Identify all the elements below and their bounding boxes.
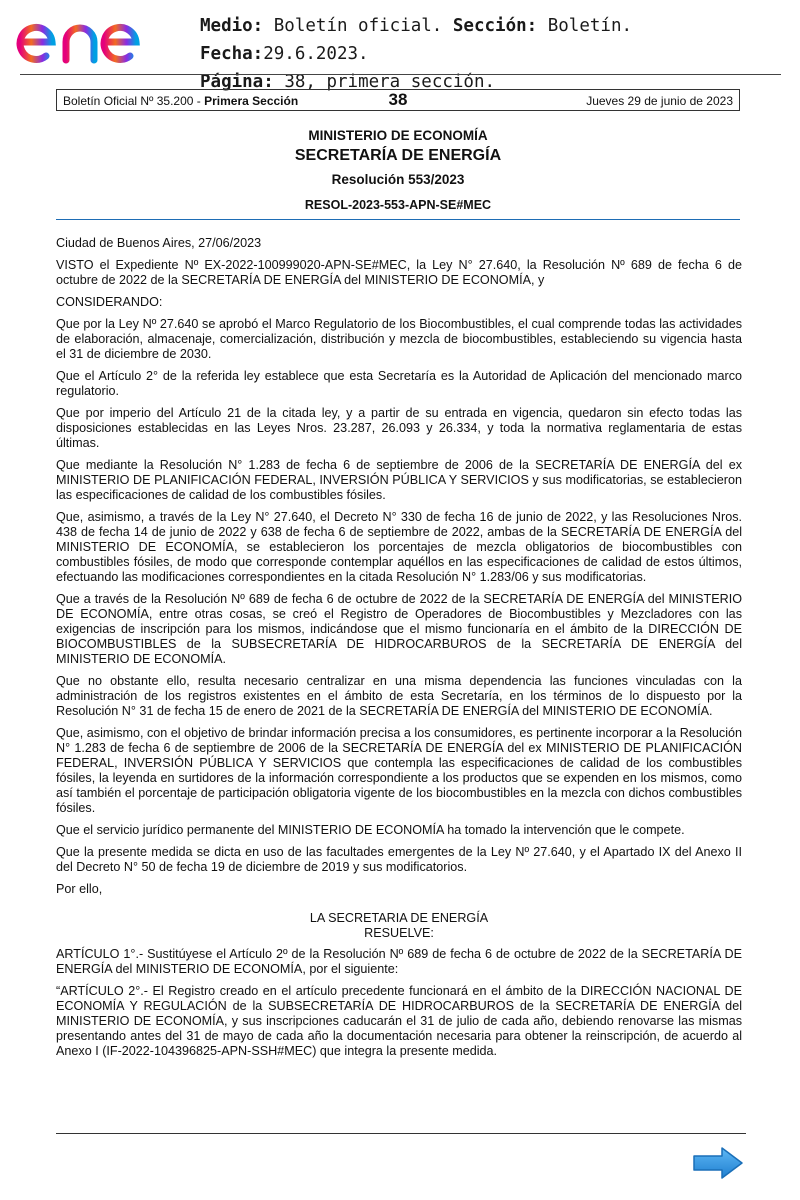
paragraph: Que no obstante ello, resulta necesario centralizar en una misma dependencia las funciones vinculadas con la administración de los registros existentes en el ámbito de esta Secretaría, en los términos de lo dispuesto por la Resolución N° 31 de fecha 15 de enero de 2021 de la SECRETARÍA DE ENERGÍA del MINISTERIO DE ECONOMÍA. bbox=[56, 674, 742, 718]
paragraph: Que a través de la Resolución Nº 689 de fecha 6 de octubre de 2022 de la SECRETARÍA DE ENERGÍA del MINISTERIO DE ECONOMÍA, entre otras cosas, se creó el Registro de Operadores de Biocombustibles y Mezcladores con las exigencias de inscripción para los mismos, indicándose que el mismo funcionaría en el ámbito de la DIRECCIÓN DE BIOCOMBUSTIBLES de la SUBSECRETARÍA DE HIDROCARBUROS de la SECRETARÍA DE ENERGÍA del MINISTERIO DE ECONOMÍA. bbox=[56, 592, 742, 666]
paragraph: Que mediante la Resolución N° 1.283 de fecha 6 de septiembre de 2006 de la SECRETARÍA DE ENERGÍA del ex MINISTERIO DE PLANIFICACIÓN FEDERAL, INVERSIÓN PÚBLICA Y SERVICIOS y sus modificatorias, se establecieron las especificaciones de calidad de los combustibles fósiles. bbox=[56, 458, 742, 502]
bottom-divider bbox=[56, 1133, 746, 1134]
resolution-titles bbox=[56, 127, 740, 215]
bulletin-section: Primera Sección bbox=[204, 94, 299, 108]
resuelve-label: RESUELVE: bbox=[364, 926, 434, 940]
paragraph: Que, asimismo, con el objetivo de brindar información precisa a los consumidores, es pertinente incorporar a la Resolución N° 1.283 de fecha 6 de septiembre de 2006 de la SECRETARÍA DE ENERGÍA del ex MINISTERIO DE PLANIFICACIÓN FEDERAL, INVERSIÓN PÚBLICA Y SERVICIOS que contempla las especificaciones de calidad de los combustibles fósiles, la leyenda en surtidores de la información correspondiente a los productos que se expenden en los mismos, como así también el porcentaje de participación obligatoria vigente de los biocombustibles en la mezcla con dichos combustibles fósiles. bbox=[56, 726, 743, 815]
paragraph: Que el Artículo 2° de la referida ley establece que esta Secretaría es la Autoridad de Aplicación del mencionado marco regulatorio. bbox=[56, 369, 742, 398]
resuelve-heading bbox=[56, 911, 742, 941]
clipping-header bbox=[0, 0, 800, 92]
arrow-right-icon[interactable] bbox=[692, 1146, 744, 1180]
paragraph: Que por la Ley Nº 27.640 se aprobó el Marco Regulatorio de los Biocombustibles, el cual comprende todas las actividades de elaboración, almacenaje, comercialización, distribución y mezcla de biocombustibles, estableciendo su vigencia hasta el 31 de diciembre de 2030. bbox=[56, 317, 742, 361]
bulletin-number-text: Boletín Oficial Nº 35.200 bbox=[63, 94, 194, 108]
ministry-title: MINISTERIO DE ECONOMÍA bbox=[308, 128, 488, 143]
seccion-value: Boletín. bbox=[547, 16, 633, 36]
paragraph: Que por imperio del Artículo 21 de la citada ley, y a partir de su entrada en vigencia, quedaron sin efecto todas las disposiciones establecidas en las Leyes Nros. 23.287, 26.093 y 26.334, y toda la normativa reglamentaria de estas últimas. bbox=[56, 406, 742, 450]
fecha-label: Fecha: bbox=[200, 44, 264, 64]
fecha-value: 29.6.2023. bbox=[263, 44, 369, 64]
top-divider bbox=[20, 74, 781, 75]
paragraph: Que la presente medida se dicta en uso de las facultades emergentes de la Ley Nº 27.640, y el Apartado IX del Anexo II del Decreto N° 50 de fecha 19 de diciembre de 2019 y sus modificatorios. bbox=[56, 845, 742, 874]
paragraph: Que, asimismo, a través de la Ley N° 27.640, el Decreto N° 330 de fecha 16 de junio de 2022, y las Resoluciones Nros. 438 de fecha 14 de junio de 2022 y 638 de fecha 6 de septiembre de 2022, ambas de la SECRETARÍA DE ENERGÍA del MINISTERIO DE ECONOMÍA, se establecieron los porcentajes de mezcla obligatorios de biocombustibles con combustibles fósiles, de modo que corresponde contemplar aquéllos en las especificaciones de calidad de estos últimos, efectuando las modificaciones correspondientes en la citada Resolución N° 1.283/06 y sus modificatorias. bbox=[56, 510, 742, 584]
place-date: Ciudad de Buenos Aires, 27/06/2023 bbox=[56, 236, 262, 250]
article-2-quote: “ARTÍCULO 2°.- El Registro creado en el artículo precedente funcionará en el ámbito de la DIRECCIÓN NACIONAL DE ECONOMÍA Y REGULACIÓN de la SUBSECRETARÍA DE HIDROCARBUROS de la SECRETARÍA DE ENERGÍA del MINISTERIO DE ECONOMÍA, y sus inscripciones caducarán el 31 de julio de cada año, debiendo renovarse las mismas presentando antes del 31 de mayo de cada año la documentación necesaria para obtener la reinscripción, de acuerdo al Anexo I (IF-2022-104396825-APN-SSH#MEC) que integra la presente medida. bbox=[56, 984, 742, 1058]
resolution-code: RESOL-2023-553-APN-SE#MEC bbox=[304, 198, 492, 212]
bulletin-date: Jueves 29 de junio de 2023 bbox=[586, 94, 733, 108]
seccion-label: Sección: bbox=[452, 16, 538, 36]
bulletin-header bbox=[56, 89, 740, 111]
resolution-body bbox=[56, 236, 742, 1066]
title-divider bbox=[56, 219, 740, 220]
considerando-heading: CONSIDERANDO: bbox=[56, 295, 163, 309]
resuelve-authority: LA SECRETARIA DE ENERGÍA bbox=[309, 911, 489, 925]
secretaria-title: SECRETARÍA DE ENERGÍA bbox=[294, 147, 502, 164]
bulletin-number: Boletín Oficial Nº 35.200 - Primera Sección bbox=[63, 94, 299, 108]
resolution-title: Resolución 553/2023 bbox=[331, 172, 465, 187]
paragraph: Que el servicio jurídico permanente del MINISTERIO DE ECONOMÍA ha tomado la intervención que le compete. bbox=[56, 823, 685, 837]
por-ello: Por ello, bbox=[56, 882, 103, 896]
clipping-metadata bbox=[200, 12, 790, 96]
medio-label: Medio: bbox=[200, 16, 264, 36]
visto-paragraph: VISTO el Expediente Nº EX-2022-100999020-APN-SE#MEC, la Ley N° 27.640, la Resolución Nº 689 de fecha 6 de octubre de 2022 de la SECRETARÍA DE ENERGÍA del MINISTERIO DE ECONOMÍA, y bbox=[56, 258, 742, 287]
page-number: 38 bbox=[388, 90, 408, 109]
medio-value: Boletín oficial. bbox=[273, 16, 443, 36]
pagina-label: Página: bbox=[200, 72, 274, 92]
enel-logo bbox=[16, 6, 178, 66]
article-1: ARTÍCULO 1°.- Sustitúyese el Artículo 2º de la Resolución Nº 689 de fecha 6 de octubre de 2022 de la SECRETARÍA DE ENERGÍA del MINISTERIO DE ECONOMÍA, por el siguiente: bbox=[56, 947, 742, 976]
pagina-value: 38, primera sección. bbox=[284, 72, 496, 92]
